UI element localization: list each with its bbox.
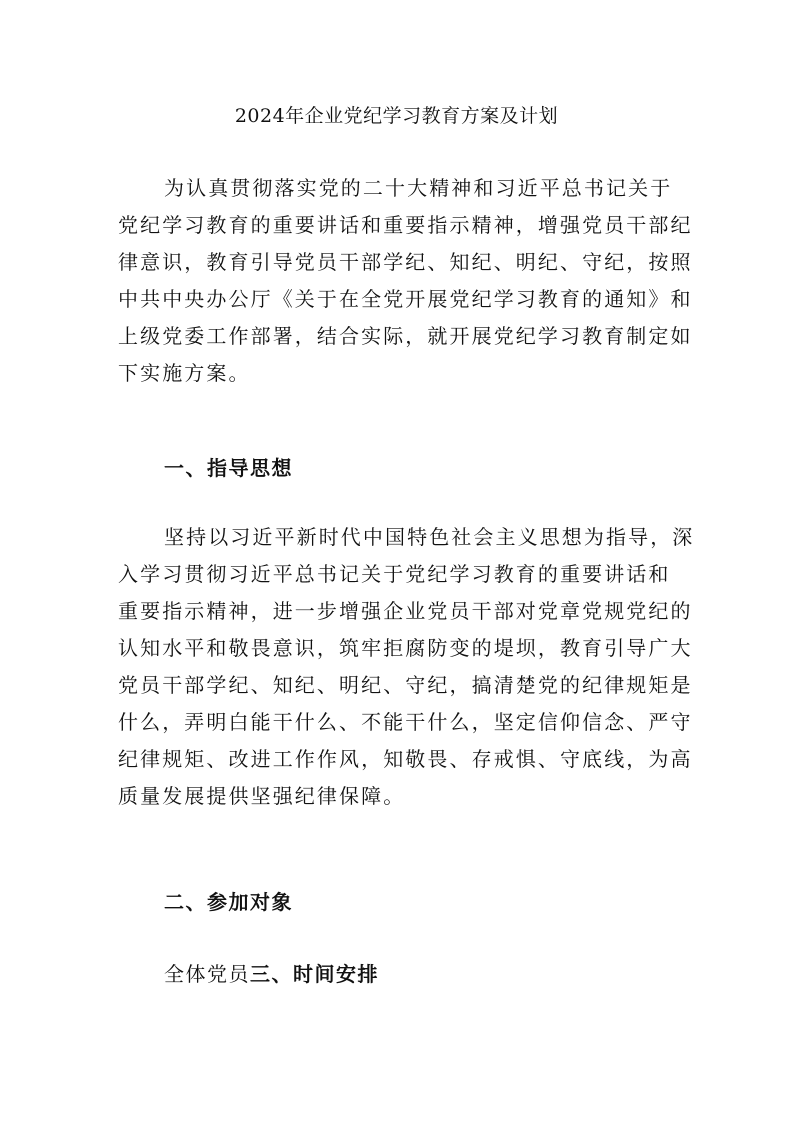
- intro-line: 中共中央办公厅《关于在全党开展党纪学习教育的通知》和: [118, 287, 693, 311]
- intro-line: 上级党委工作部署，结合实际，就开展党纪学习教育制定如: [118, 324, 693, 348]
- guiding-line: 质量发展提供坚强纪律保障。: [118, 784, 406, 808]
- section-heading-guiding-ideology: 一、指导思想: [164, 456, 293, 480]
- section-heading-participants: 二、参加对象: [164, 890, 293, 914]
- intro-line: 下实施方案。: [118, 361, 251, 385]
- document-title: 2024年企业党纪学习教育方案及计划: [234, 105, 559, 127]
- intro-line: 党纪学习教育的重要讲话和重要指示精神，增强党员干部纪: [118, 213, 693, 237]
- guiding-line: 认知水平和敬畏意识，筑牢拒腐防变的堤坝，教育引导广大: [118, 636, 693, 660]
- guiding-line: 纪律规矩、改进工作作风，知敬畏、存戒惧、守底线，为高: [118, 747, 693, 771]
- section-heading-schedule: 三、时间安排: [250, 962, 379, 986]
- participants-text: 全体党员: [164, 962, 250, 986]
- intro-paragraph: [118, 170, 693, 392]
- guiding-line: 什么，弄明白能干什么、不能干什么，坚定信仰信念、严守: [118, 710, 693, 734]
- guiding-ideology-paragraph: [118, 519, 694, 815]
- intro-line: 律意识，教育引导党员干部学纪、知纪、明纪、守纪，按照: [118, 250, 693, 274]
- guiding-line: 党员干部学纪、知纪、明纪、守纪，搞清楚党的纪律规矩是: [118, 673, 693, 697]
- guiding-line: 重要指示精神，进一步增强企业党员干部对党章党规党纪的: [118, 599, 693, 623]
- guiding-line: 坚持以习近平新时代中国特色社会主义思想为指导，深: [164, 525, 695, 549]
- participants-row: [164, 960, 379, 988]
- guiding-line: 入学习贯彻习近平总书记关于党纪学习教育的重要讲话和: [118, 562, 671, 586]
- intro-line: 为认真贯彻落实党的二十大精神和习近平总书记关于: [164, 176, 673, 200]
